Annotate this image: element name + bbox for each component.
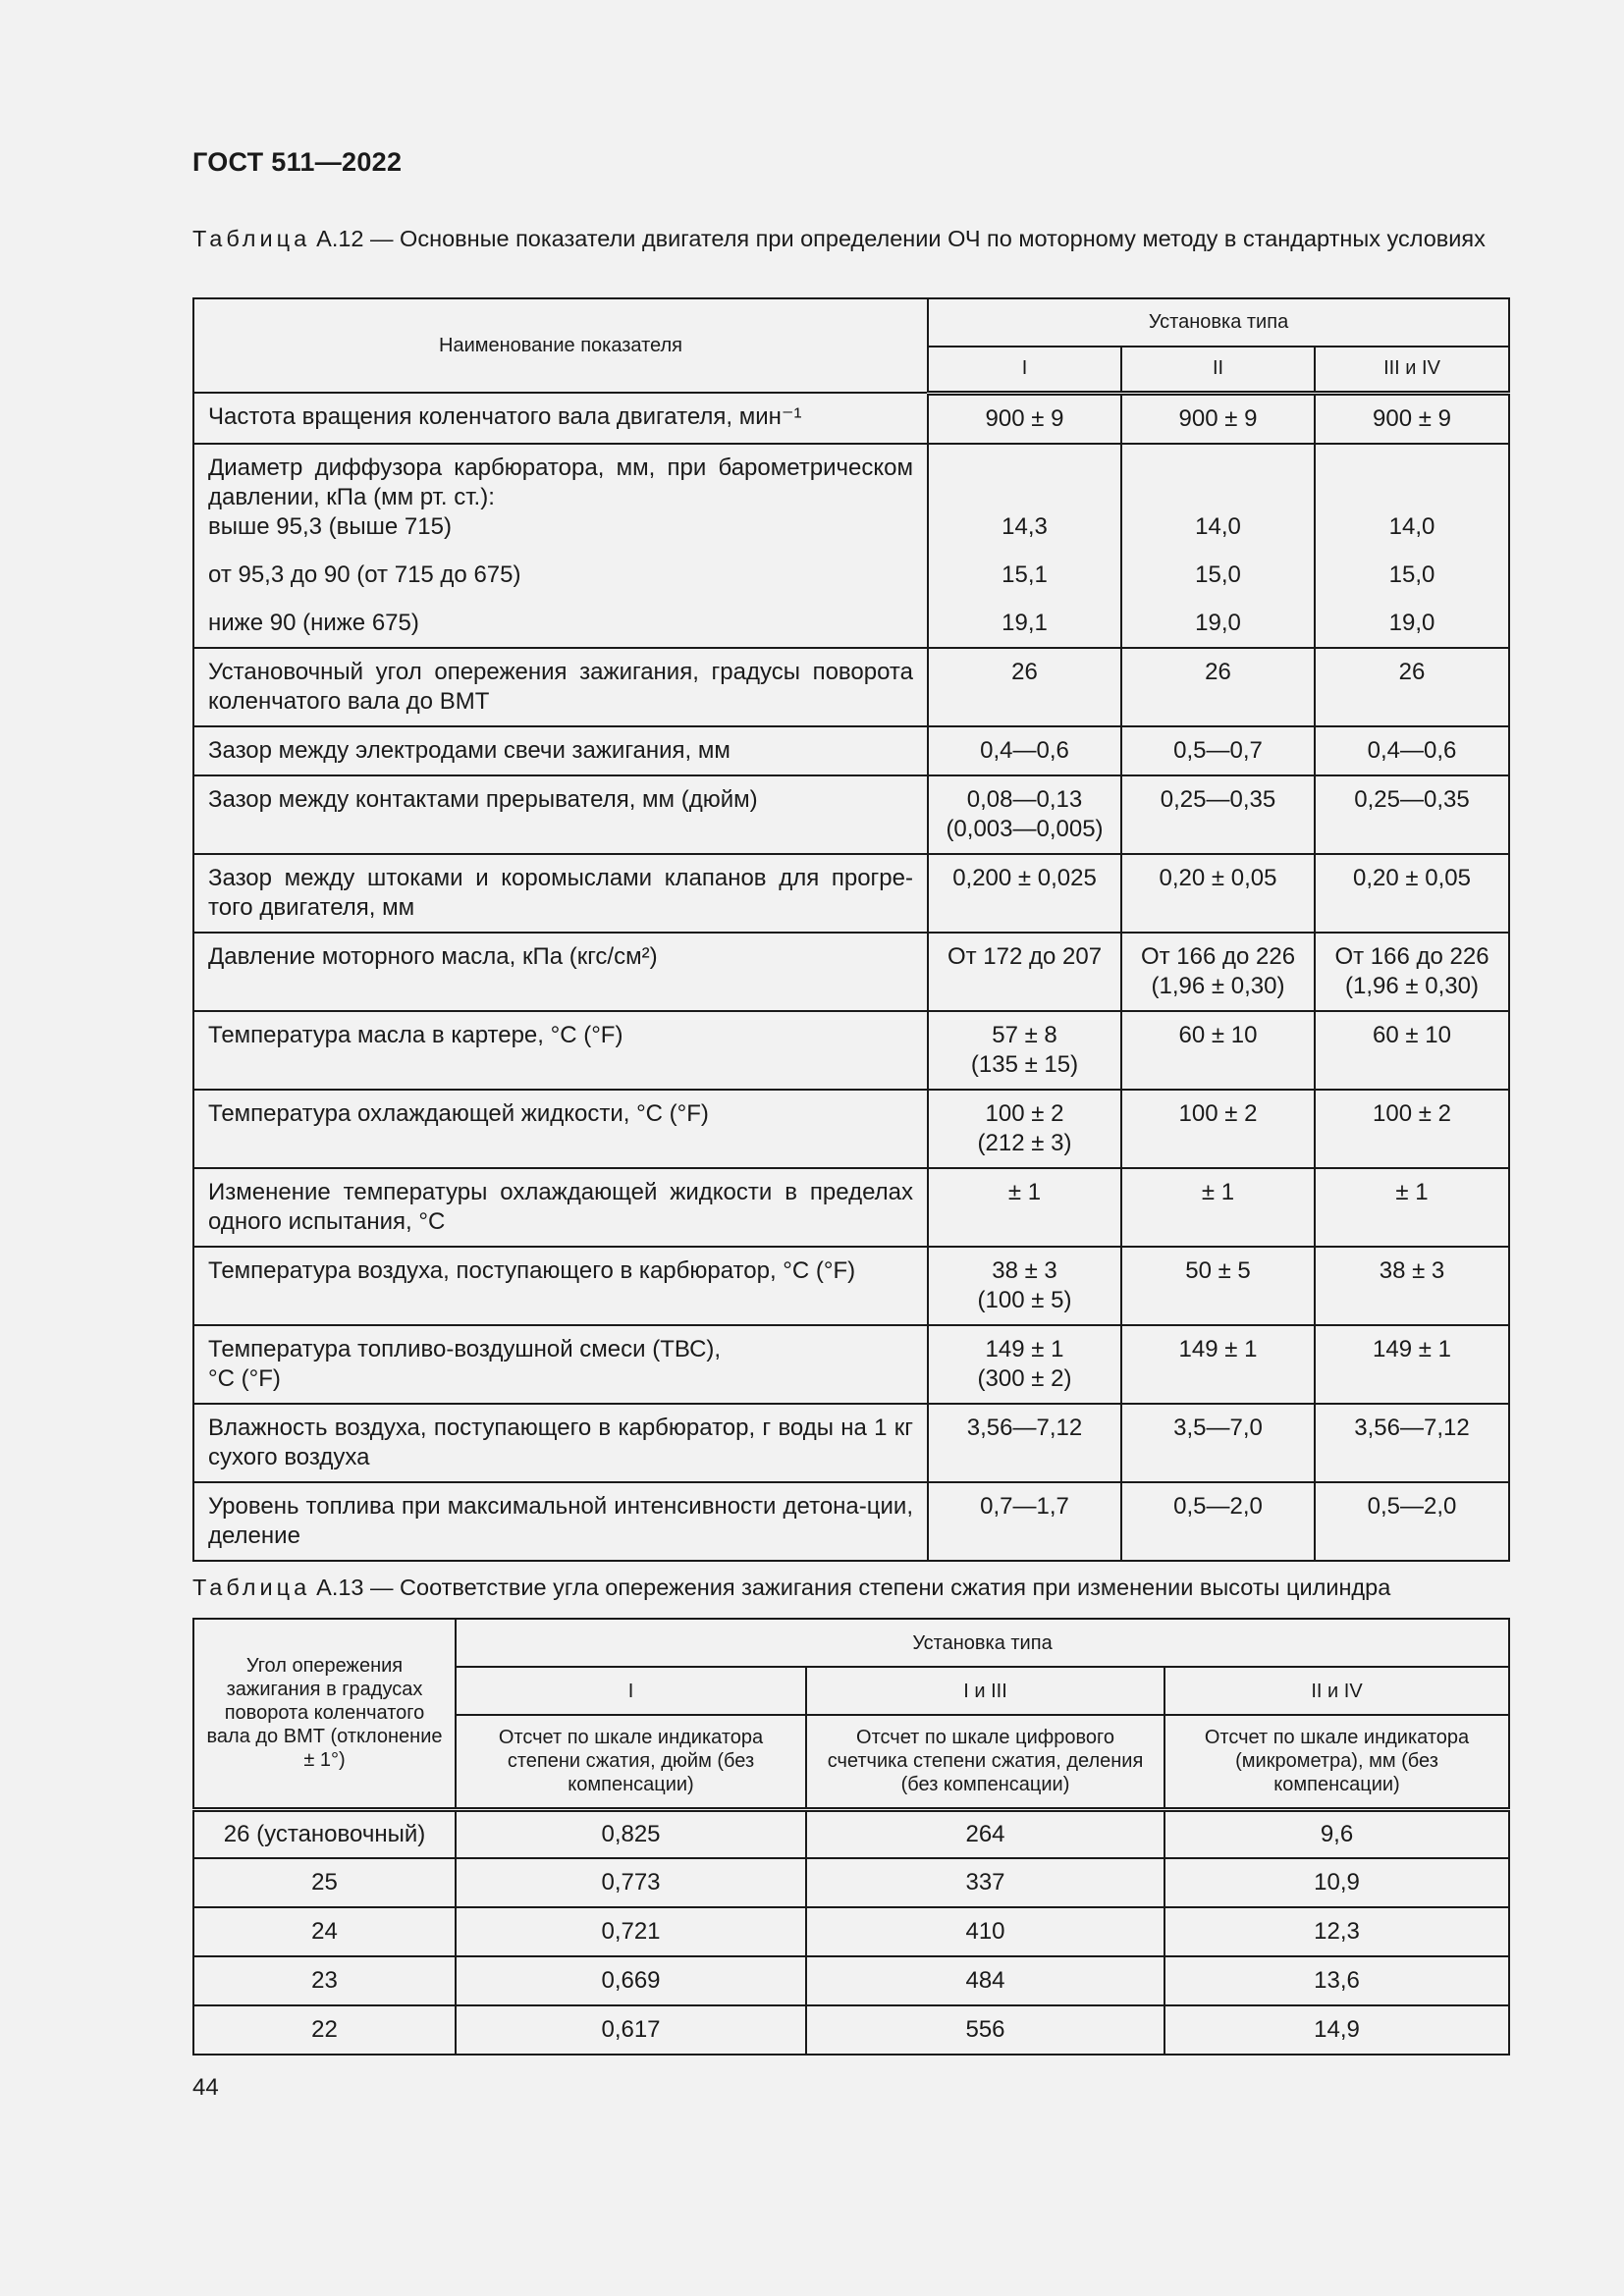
table-row <box>193 1809 1509 1858</box>
value-type-iii-iv-line: 60 ± 10 <box>1373 1021 1451 1048</box>
value-type-i-line: (0,003—0,005) <box>946 815 1104 842</box>
table-row <box>193 1404 1509 1482</box>
value-type-iii-iv-line: 100 ± 2 <box>1373 1099 1451 1127</box>
table-row <box>193 726 1509 775</box>
value-type-i <box>928 1011 1121 1090</box>
value-type-ii-line: (1,96 ± 0,30) <box>1151 972 1285 999</box>
value-type-i-line: (300 ± 2) <box>977 1364 1072 1392</box>
value-type-ii-line: ± 1 <box>1201 1178 1235 1205</box>
value-type-ii <box>1121 1168 1315 1247</box>
value-type-iii-iv <box>1315 1325 1509 1404</box>
value-type-i-line: 900 ± 9 <box>985 404 1064 432</box>
diffuser-value: 14,0 <box>1195 512 1241 540</box>
ignition-angle: 24 <box>193 1907 456 1956</box>
value-type-i <box>928 1090 1121 1168</box>
value-type-iii-iv-line: 149 ± 1 <box>1373 1335 1451 1362</box>
value-type-ii-line: 26 <box>1205 658 1231 685</box>
value-type-i-line: 3,56—7,12 <box>966 1414 1083 1441</box>
ignition-angle: 22 <box>193 2005 456 2055</box>
value-type-ii <box>1121 648 1315 726</box>
header-type-ii: II <box>1121 347 1315 393</box>
value-type-ii <box>1121 726 1315 775</box>
value-type-ii <box>1121 393 1315 444</box>
value-type-i <box>928 854 1121 933</box>
value-type-ii <box>1121 1404 1315 1482</box>
diffuser-subrow-label: ниже 90 (ниже 675) <box>208 609 419 636</box>
diffuser-intro: Диаметр диффузора карбюратора, мм, при барометрическом давлении, кПа (мм рт. ст.): <box>208 454 913 510</box>
indicator-name-line: Зазор между электродами свечи зажигания, мм <box>208 736 731 764</box>
document-header: ГОСТ 511—2022 <box>192 147 403 177</box>
value-type-ii <box>1121 1482 1315 1561</box>
indicator-name-line: Температура топливо-воздушной смеси (ТВС), <box>208 1335 722 1362</box>
indicator-name <box>193 854 928 933</box>
value-type-iii-iv-line: 900 ± 9 <box>1373 404 1451 432</box>
value-type-iii-iv-line: От 166 до 226 <box>1334 942 1489 970</box>
value-type-iii-iv <box>1315 444 1509 648</box>
diffuser-value: 19,0 <box>1388 609 1435 636</box>
diffuser-value: 15,1 <box>1001 561 1048 588</box>
indicator-name <box>193 393 928 444</box>
digital-counter-value: 337 <box>806 1858 1164 1907</box>
table-row <box>193 1482 1509 1561</box>
value-type-ii <box>1121 775 1315 854</box>
micrometer-value: 13,6 <box>1164 1956 1509 2005</box>
header-type-ii-iv: II и IV <box>1164 1667 1509 1715</box>
value-type-iii-iv <box>1315 648 1509 726</box>
value-type-i-line: 0,4—0,6 <box>980 736 1069 764</box>
indicator-name <box>193 775 928 854</box>
table-row <box>193 1325 1509 1404</box>
ignition-angle: 26 (установочный) <box>193 1809 456 1858</box>
value-type-iii-iv-line: (1,96 ± 0,30) <box>1345 972 1479 999</box>
value-type-i-line: 0,7—1,7 <box>980 1492 1069 1520</box>
value-type-i-line: 38 ± 3 <box>992 1256 1057 1284</box>
value-type-iii-iv <box>1315 1168 1509 1247</box>
header-type-i: I <box>456 1667 806 1715</box>
header-indicator-name: Наименование показателя <box>193 298 928 393</box>
value-type-ii-line: От 166 до 226 <box>1140 942 1296 970</box>
header-installation-type: Установка типа <box>456 1619 1509 1667</box>
caption-prefix: Таблица <box>192 226 311 251</box>
value-type-i-line: 0,200 ± 0,025 <box>952 864 1097 891</box>
value-type-ii <box>1121 1325 1315 1404</box>
digital-counter-value: 484 <box>806 1956 1164 2005</box>
indicator-name-line: Изменение температуры охлаждающей жидкости в пределах одного испытания, °С <box>208 1178 913 1235</box>
value-type-i-line: От 172 до 207 <box>947 942 1103 970</box>
value-type-i <box>928 648 1121 726</box>
micrometer-value: 9,6 <box>1164 1809 1509 1858</box>
indicator-name <box>193 726 928 775</box>
value-type-i-line: 100 ± 2 <box>985 1099 1064 1127</box>
table-row <box>193 1858 1509 1907</box>
value-type-iii-iv <box>1315 1482 1509 1561</box>
header-desc-digital-counter: Отсчет по шкале цифрового счетчика степени сжатия, деления (без компенсации) <box>806 1715 1164 1809</box>
diffuser-value: 14,3 <box>1001 512 1048 540</box>
value-type-ii-line: 60 ± 10 <box>1178 1021 1258 1048</box>
value-type-i <box>928 393 1121 444</box>
indicator-name <box>193 648 928 726</box>
indicator-name <box>193 933 928 1011</box>
diffuser-value: 15,0 <box>1195 561 1241 588</box>
value-type-i <box>928 1404 1121 1482</box>
table-a13 <box>192 1618 1510 2056</box>
indicator-inch-value: 0,773 <box>456 1858 806 1907</box>
value-type-iii-iv <box>1315 1247 1509 1325</box>
value-type-iii-iv <box>1315 726 1509 775</box>
diffuser-subrow-label: выше 95,3 (выше 715) <box>208 512 452 540</box>
value-type-ii-line: 0,5—0,7 <box>1173 736 1263 764</box>
header-type-i: I <box>928 347 1121 393</box>
header-type-i-iii: I и III <box>806 1667 1164 1715</box>
indicator-inch-value: 0,617 <box>456 2005 806 2055</box>
table-a12-body <box>193 393 1509 1561</box>
table-a12-caption <box>192 224 1508 254</box>
ignition-angle: 23 <box>193 1956 456 2005</box>
table-row <box>193 1168 1509 1247</box>
indicator-name-line: Влажность воздуха, поступающего в карбюратор, г воды на 1 кг сухого воздуха <box>208 1414 913 1470</box>
value-type-i <box>928 1325 1121 1404</box>
value-type-iii-iv-line: 0,5—2,0 <box>1367 1492 1457 1520</box>
table-row <box>193 393 1509 444</box>
table-row <box>193 1011 1509 1090</box>
value-type-iii-iv <box>1315 1404 1509 1482</box>
indicator-inch-value: 0,669 <box>456 1956 806 2005</box>
value-type-iii-iv <box>1315 393 1509 444</box>
value-type-ii <box>1121 854 1315 933</box>
table-a12 <box>192 297 1510 1562</box>
value-type-i <box>928 1168 1121 1247</box>
indicator-name-line: Давление моторного масла, кПа (кгс/см²) <box>208 942 658 970</box>
table-row <box>193 648 1509 726</box>
diffuser-value: 19,0 <box>1195 609 1241 636</box>
indicator-name-line: Температура масла в картере, °С (°F) <box>208 1021 623 1048</box>
indicator-name-line: Частота вращения коленчатого вала двигателя, мин⁻¹ <box>208 403 802 430</box>
value-type-ii-line: 3,5—7,0 <box>1173 1414 1263 1441</box>
value-type-iii-iv <box>1315 1090 1509 1168</box>
indicator-name-line: Зазор между штоками и коромыслами клапанов для прогре-того двигателя, мм <box>208 864 913 921</box>
value-type-ii <box>1121 933 1315 1011</box>
header-desc-indicator-inch: Отсчет по шкале индикатора степени сжатия, дюйм (без компенсации) <box>456 1715 806 1809</box>
table-row-diffuser <box>193 444 1509 648</box>
value-type-ii-line: 0,25—0,35 <box>1160 785 1276 813</box>
value-type-i <box>928 444 1121 648</box>
diffuser-value: 15,0 <box>1388 561 1435 588</box>
table-row <box>193 854 1509 933</box>
indicator-name <box>193 1168 928 1247</box>
header-desc-micrometer: Отсчет по шкале индикатора (микрометра), мм (без компенсации) <box>1164 1715 1509 1809</box>
indicator-name-line: Зазор между контактами прерывателя, мм (дюйм) <box>208 785 758 813</box>
diffuser-subrow-label: от 95,3 до 90 (от 715 до 675) <box>208 561 521 588</box>
caption-text: А.13 — Соответствие угла опережения зажигания степени сжатия при изменении высоты цилиндра <box>316 1575 1391 1600</box>
digital-counter-value: 264 <box>806 1809 1164 1858</box>
indicator-name <box>193 1325 928 1404</box>
digital-counter-value: 556 <box>806 2005 1164 2055</box>
value-type-iii-iv <box>1315 854 1509 933</box>
header-ignition-angle: Угол опережения зажигания в градусах поворота коленчатого вала до ВМТ (отклонение ± 1°) <box>193 1619 456 1809</box>
indicator-name <box>193 1404 928 1482</box>
value-type-i-line: (100 ± 5) <box>977 1286 1072 1313</box>
value-type-iii-iv-line: 0,4—0,6 <box>1367 736 1457 764</box>
value-type-ii-line: 0,5—2,0 <box>1173 1492 1263 1520</box>
value-type-ii-line: 149 ± 1 <box>1178 1335 1258 1362</box>
indicator-name-line: Температура воздуха, поступающего в карбюратор, °С (°F) <box>208 1256 856 1284</box>
value-type-i-line: (212 ± 3) <box>977 1129 1072 1156</box>
indicator-name-line: Температура охлаждающей жидкости, °С (°F) <box>208 1099 709 1127</box>
value-type-ii-line: 50 ± 5 <box>1185 1256 1251 1284</box>
micrometer-value: 14,9 <box>1164 2005 1509 2055</box>
page-number: 44 <box>192 2074 219 2101</box>
value-type-i-line: 57 ± 8 <box>992 1021 1057 1048</box>
micrometer-value: 12,3 <box>1164 1907 1509 1956</box>
table-row <box>193 1090 1509 1168</box>
table-row <box>193 1247 1509 1325</box>
indicator-inch-value: 0,721 <box>456 1907 806 1956</box>
value-type-iii-iv <box>1315 1011 1509 1090</box>
value-type-i <box>928 933 1121 1011</box>
value-type-ii <box>1121 1090 1315 1168</box>
value-type-i-line: 0,08—0,13 <box>966 785 1083 813</box>
indicator-name-line: Установочный угол опережения зажигания, градусы поворота коленчатого вала до ВМТ <box>208 658 913 715</box>
header-type-iii-iv: III и IV <box>1315 347 1509 393</box>
value-type-ii-line: 900 ± 9 <box>1178 404 1258 432</box>
table-row <box>193 1907 1509 1956</box>
indicator-name-line: Уровень топлива при максимальной интенсивности детона-ции, деление <box>208 1492 913 1549</box>
value-type-ii <box>1121 1247 1315 1325</box>
indicator-name <box>193 444 928 648</box>
value-type-iii-iv-line: ± 1 <box>1395 1178 1429 1205</box>
value-type-i <box>928 1247 1121 1325</box>
ignition-angle: 25 <box>193 1858 456 1907</box>
value-type-i <box>928 726 1121 775</box>
value-type-i <box>928 1482 1121 1561</box>
value-type-ii <box>1121 1011 1315 1090</box>
table-row <box>193 2005 1509 2055</box>
indicator-name-line: °С (°F) <box>208 1364 281 1392</box>
header-installation-type: Установка типа <box>928 298 1509 347</box>
value-type-iii-iv <box>1315 933 1509 1011</box>
diffuser-value: 14,0 <box>1388 512 1435 540</box>
value-type-iii-iv-line: 26 <box>1398 658 1426 685</box>
table-row <box>193 775 1509 854</box>
diffuser-value: 19,1 <box>1001 609 1048 636</box>
value-type-ii-line: 0,20 ± 0,05 <box>1159 864 1277 891</box>
indicator-name <box>193 1247 928 1325</box>
value-type-i-line: ± 1 <box>1007 1178 1042 1205</box>
value-type-ii <box>1121 444 1315 648</box>
micrometer-value: 10,9 <box>1164 1858 1509 1907</box>
indicator-name <box>193 1011 928 1090</box>
indicator-name <box>193 1090 928 1168</box>
value-type-iii-iv <box>1315 775 1509 854</box>
table-row <box>193 1956 1509 2005</box>
value-type-iii-iv-line: 38 ± 3 <box>1379 1256 1445 1284</box>
value-type-iii-iv-line: 0,20 ± 0,05 <box>1353 864 1471 891</box>
indicator-name <box>193 1482 928 1561</box>
table-a13-body <box>193 1809 1509 2055</box>
value-type-i-line: (135 ± 15) <box>970 1050 1079 1078</box>
value-type-iii-iv-line: 3,56—7,12 <box>1354 1414 1470 1441</box>
value-type-iii-iv-line: 0,25—0,35 <box>1354 785 1470 813</box>
value-type-i-line: 26 <box>1011 658 1038 685</box>
value-type-ii-line: 100 ± 2 <box>1178 1099 1258 1127</box>
caption-text: А.12 — Основные показатели двигателя при определении ОЧ по моторному методу в стандартных условиях <box>316 226 1486 251</box>
table-a13-caption <box>192 1573 1508 1603</box>
caption-prefix: Таблица <box>192 1575 311 1600</box>
digital-counter-value: 410 <box>806 1907 1164 1956</box>
value-type-i-line: 149 ± 1 <box>985 1335 1064 1362</box>
value-type-i <box>928 775 1121 854</box>
indicator-inch-value: 0,825 <box>456 1809 806 1858</box>
table-row <box>193 933 1509 1011</box>
